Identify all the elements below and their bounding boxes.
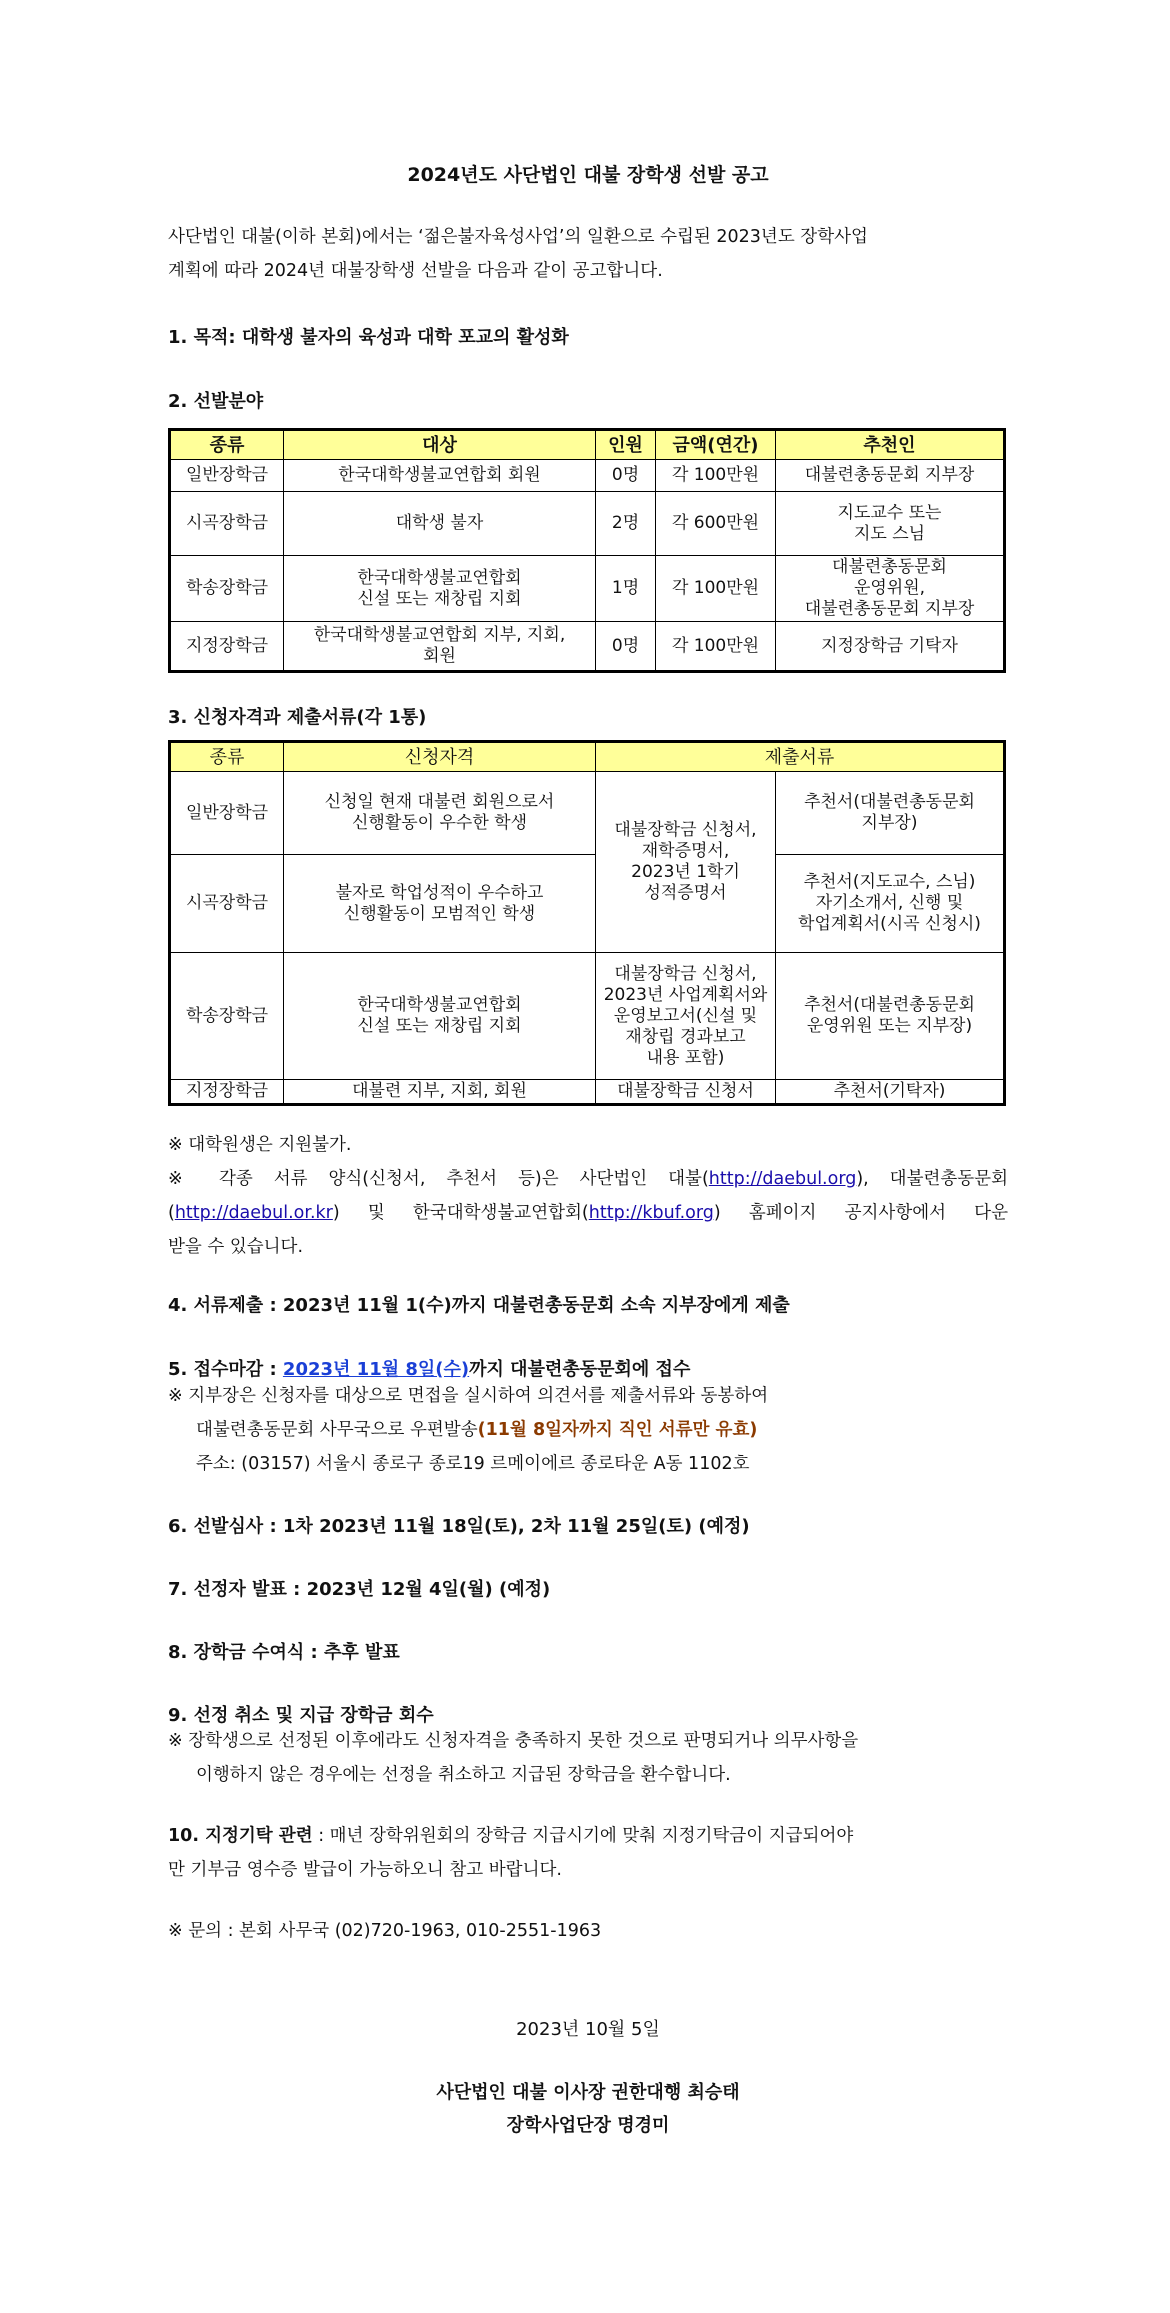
table-row (170, 855, 1005, 953)
table-cell: 각 100만원 (656, 460, 776, 492)
table-cell: 0명 (596, 622, 656, 672)
s10-line-1 (168, 1819, 1008, 1853)
note-text: ) 홈페이지 공지사항에서 다운 (713, 1203, 1008, 1223)
table-cell: 대불장학금 신청서 (596, 1080, 776, 1105)
table-cell: 대불련총동문회 지부장 (776, 460, 1005, 492)
table-row (170, 460, 1005, 492)
s10-line-2: 만 기부금 영수증 발급이 가능하오니 참고 바랍니다. (168, 1860, 562, 1880)
table-cell: 각 100만원 (656, 622, 776, 672)
table-cell: 지도교수 또는 지도 스님 (776, 492, 1005, 556)
table-cell: 신청일 현재 대불련 회원으로서 신행활동이 우수한 학생 (284, 772, 596, 855)
table-cell: 대불련총동문회 운영위원, 대불련총동문회 지부장 (776, 556, 1005, 622)
table-header: 신청자격 (284, 742, 596, 772)
table-cell: 지정장학금 기탁자 (776, 622, 1005, 672)
table-cell: 대불장학금 신청서, 재학증명서, 2023년 1학기 성적증명서 (596, 772, 776, 953)
page-title: 2024년도 사단법인 대불 장학생 선발 공고 (407, 164, 769, 186)
deadline-date: 2023년 11월 8일(수) (282, 1359, 470, 1380)
table-header: 금액(연간) (656, 430, 776, 460)
contact-line: ※ 문의 : 본회 사무국 (02)720-1963, 010-2551-1963 (168, 1921, 602, 1941)
s10-text: : 매년 장학위원회의 장학금 지급시기에 맞춰 지정기탁금이 지급되어야 (312, 1826, 854, 1846)
intro-paragraph (168, 220, 1008, 288)
section-9-notes (168, 1724, 1008, 1792)
s5-prefix: 5. 접수마감 : (168, 1359, 283, 1380)
notice-date: 2023년 10월 5일 (516, 2019, 660, 2040)
signature-line-1: 사단법인 대불 이사장 권한대행 최승태 (436, 2082, 740, 2103)
table-cell: 지정장학금 (170, 1080, 284, 1105)
s5-note-1: ※ 지부장은 신청자를 대상으로 면접을 실시하여 의견서를 제출서류와 동봉하여 (168, 1386, 769, 1406)
table-cell: 지정장학금 (170, 622, 284, 672)
note-text: ) 및 한국대학생불교연합회( (332, 1203, 589, 1223)
section-10 (168, 1819, 1008, 1887)
intro-line-2: 계획에 따라 2024년 대불장학생 선발을 다음과 같이 공고합니다. (168, 261, 663, 281)
section-9-heading: 9. 선정 취소 및 지급 장학금 회수 (168, 1705, 434, 1726)
table-header: 대상 (284, 430, 596, 460)
section-4-heading: 4. 서류제출 : 2023년 11월 1(수)까지 대불련총동문회 소속 지부장에게 제출 (168, 1295, 790, 1316)
table-cell: 일반장학금 (170, 460, 284, 492)
table-row (170, 556, 1005, 622)
section-2-heading: 2. 선발분야 (168, 391, 264, 412)
s5-note-2-text: 대불련총동문회 사무국으로 우편발송 (196, 1420, 478, 1440)
note-text: ※ 각종 서류 양식(신청서, 추천서 등)은 사단법인 대불( (168, 1169, 709, 1189)
section-3-heading: 3. 신청자격과 제출서류(각 1통) (168, 707, 427, 728)
table-cell: 학송장학금 (170, 556, 284, 622)
table-cell: 한국대학생불교연합회 신설 또는 재창립 지회 (284, 556, 596, 622)
table-row (170, 622, 1005, 672)
table-cell: 추천서(대불련총동문회 지부장) (776, 772, 1005, 855)
link-daebul-org[interactable]: http://daebul.org (708, 1169, 857, 1189)
selection-table (168, 428, 1006, 673)
table-header: 인원 (596, 430, 656, 460)
table-row (170, 492, 1005, 556)
s9-note-1: ※ 장학생으로 선정된 이후에라도 신청자격을 충족하지 못한 것으로 판명되거나 의무사항을 (168, 1731, 859, 1751)
table-cell: 시곡장학금 (170, 492, 284, 556)
link-daebul-or-kr[interactable]: http://daebul.or.kr (174, 1203, 333, 1223)
table-header: 추천인 (776, 430, 1005, 460)
s5-note-2-highlight: (11월 8일자까지 직인 서류만 유효) (477, 1420, 758, 1440)
signature-line-2: 장학사업단장 명경미 (506, 2115, 670, 2136)
s5-address: 주소: (03157) 서울시 종로구 종로19 르메이에르 종로타운 A동 1102호 (196, 1454, 750, 1474)
section-6-heading: 6. 선발심사 : 1차 2023년 11월 18일(토), 2차 11월 25일(토) (예정) (168, 1516, 750, 1537)
section-5-heading (168, 1355, 690, 1381)
notes-block (168, 1128, 1008, 1264)
table-cell: 대불련 지부, 지회, 회원 (284, 1080, 596, 1105)
section-5-notes (168, 1379, 1008, 1481)
table-cell: 추천서(기탁자) (776, 1080, 1005, 1105)
section-8-heading: 8. 장학금 수여식 : 추후 발표 (168, 1642, 400, 1663)
table-cell: 1명 (596, 556, 656, 622)
table-header: 종류 (170, 742, 284, 772)
table-header: 제출서류 (596, 742, 1005, 772)
note-forms-2 (168, 1196, 1008, 1230)
s5-suffix: 까지 대불련총동문회에 접수 (469, 1359, 691, 1380)
table-cell: 각 100만원 (656, 556, 776, 622)
note-text: ), 대불련총동문회 (856, 1169, 1008, 1189)
table-header: 종류 (170, 430, 284, 460)
s10-heading: 10. 지정기탁 관련 (168, 1826, 313, 1846)
table-row (170, 953, 1005, 1080)
table-cell: 2명 (596, 492, 656, 556)
s5-note-2 (168, 1413, 1008, 1447)
link-kbuf-org[interactable]: http://kbuf.org (588, 1203, 714, 1223)
table-row (170, 772, 1005, 855)
table-cell: 학송장학금 (170, 953, 284, 1080)
table-row (170, 1080, 1005, 1105)
table-cell: 한국대학생불교연합회 신설 또는 재창립 지회 (284, 953, 596, 1080)
table-cell: 일반장학금 (170, 772, 284, 855)
table-cell: 시곡장학금 (170, 855, 284, 953)
s9-note-2: 이행하지 않은 경우에는 선정을 취소하고 지급된 장학금을 환수합니다. (196, 1765, 731, 1785)
note-graduate: ※ 대학원생은 지원불가. (168, 1135, 352, 1155)
table-cell: 불자로 학업성적이 우수하고 신행활동이 모범적인 학생 (284, 855, 596, 953)
qualification-table (168, 740, 1006, 1106)
table-cell: 대학생 불자 (284, 492, 596, 556)
table-cell: 한국대학생불교연합회 지부, 지회, 회원 (284, 622, 596, 672)
section-7-heading: 7. 선정자 발표 : 2023년 12월 4일(월) (예정) (168, 1579, 551, 1600)
intro-line-1: 사단법인 대불(이하 본회)에서는 ‘젊은불자육성사업’의 일환으로 수립된 2023년도 장학사업 (168, 227, 868, 247)
table-cell: 추천서(대불련총동문회 운영위원 또는 지부장) (776, 953, 1005, 1080)
table-cell: 0명 (596, 460, 656, 492)
note-forms-1 (168, 1162, 1008, 1196)
section-1-heading: 1. 목적: 대학생 불자의 육성과 대학 포교의 활성화 (168, 327, 569, 348)
note-forms-3: 받을 수 있습니다. (168, 1237, 304, 1257)
table-cell: 대불장학금 신청서, 2023년 사업계획서와 운영보고서(신설 및 재창립 경과보고 내용 포함) (596, 953, 776, 1080)
table-cell: 추천서(지도교수, 스님) 자기소개서, 신행 및 학업계획서(시곡 신청시) (776, 855, 1005, 953)
table-cell: 각 600만원 (656, 492, 776, 556)
note-text: ( (168, 1203, 175, 1223)
table-cell: 한국대학생불교연합회 회원 (284, 460, 596, 492)
